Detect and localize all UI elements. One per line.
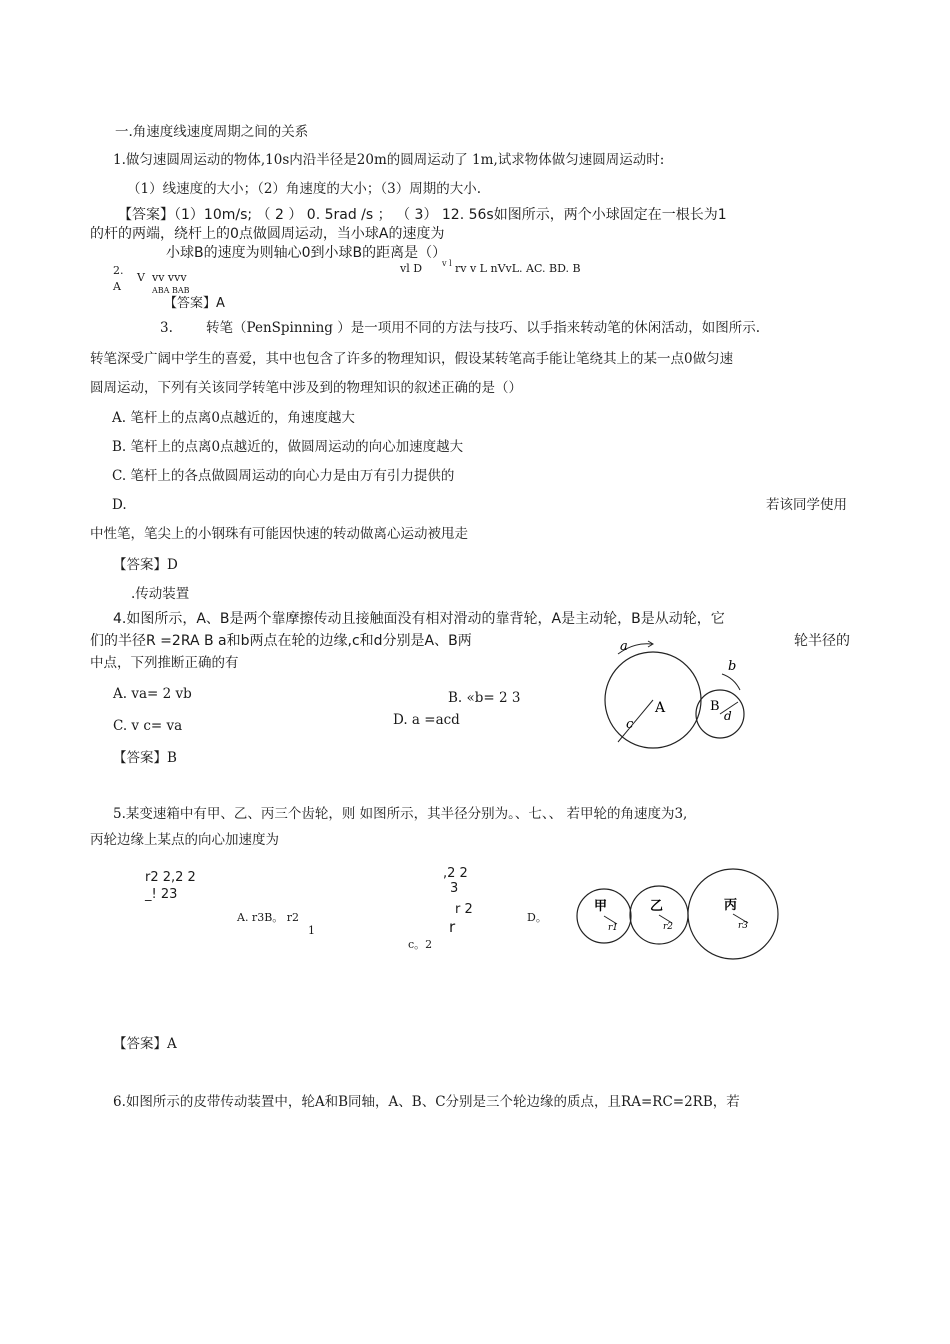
q2-options-sup: v l xyxy=(442,259,452,268)
label-wheel-b: B xyxy=(710,699,720,714)
q5-frag-8: c。2 xyxy=(408,938,433,951)
q3-number: 3. xyxy=(160,320,173,336)
q1-parts: （1）线速度的大小；（2）角速度的大小；（3）周期的大小. xyxy=(127,181,482,197)
radius-r2-label: r2 xyxy=(663,922,674,932)
q5-frag-9: D。 xyxy=(527,911,547,924)
q1-stem: 1.做匀速圆周运动的物体,10s内沿半径是20m的圆周运动了 1m,试求物体做匀速圆周运动时: xyxy=(113,152,665,168)
section-title-2: .传动装置 xyxy=(131,586,190,602)
q5-line2: 丙轮边缘上某点的向心加速度为 xyxy=(90,832,279,848)
q4-option-d: D. a =acd xyxy=(393,712,460,728)
q6-line1: 6.如图所示的皮带传动装置中，轮A和B同轴，A、B、C分别是三个轮边缘的质点，且RA=RC=2RB，若 xyxy=(113,1094,740,1110)
radius-r3-label: r3 xyxy=(738,921,749,931)
q4-line2-right: 轮半径的 xyxy=(794,633,850,649)
q2-options-right: vl D xyxy=(400,262,423,275)
q4-option-a: A. va= 2 vb xyxy=(113,686,192,702)
q5-answer: 【答案】A xyxy=(113,1036,177,1052)
q2-formula-vv: vv vvv xyxy=(152,271,187,284)
rotation-arrow-b-icon xyxy=(722,674,740,690)
q1-answer-line1: 【答案】（1）10m/s; （ 2 ） 0. 5rad /s ； （ 3） 12. 56s如图所示，两个小球固定在一根长为1 xyxy=(118,207,727,223)
q5-line1: 5.某变速箱中有甲、乙、丙三个齿轮，则 如图所示，其半径分别为。、七、、 若甲轮的角速度为3, xyxy=(113,806,688,822)
q2-number: 2. xyxy=(113,264,124,277)
radius-r1-label: r1 xyxy=(608,923,619,933)
q3-option-c: C. 笔杆上的各点做圆周运动的向心力是由万有引力提供的 xyxy=(112,468,455,484)
q3-line2: 转笔深受广阔中学生的喜爱，其中也包含了许多的物理知识，假设某转笔高手能让笔绕其上的某一点0做匀速 xyxy=(90,351,734,367)
q5-frag-7: r xyxy=(449,918,456,936)
label-point-d: d xyxy=(724,709,732,723)
q4-option-c: C. v c= va xyxy=(113,718,183,734)
q5-frag-3: A. r3B。 r2 xyxy=(237,911,300,924)
q3-option-a: A. 笔杆上的点离0点越近的，角速度越大 xyxy=(112,410,355,426)
gear-bing-label: 丙 xyxy=(724,898,738,913)
q3-answer: 【答案】D xyxy=(113,557,178,573)
q1-answer-line3: 小球B的速度为则轴心0到小球B的距离是（） xyxy=(166,245,447,261)
section-title-1: 一.角速度线速度周期之间的关系 xyxy=(115,124,309,140)
q4-line3: 中点，下列推断正确的有 xyxy=(90,655,239,671)
q5-frag-5: 3 xyxy=(450,881,459,896)
label-point-a: a xyxy=(620,639,628,654)
q5-frag-4: ,2 2 xyxy=(443,866,468,881)
q2-answer: 【答案】A xyxy=(164,296,225,311)
q1-answer-line2: 的杆的两端，绕杆上的0点做圆周运动，当小球A的速度为 xyxy=(90,226,445,242)
q2-formula-sub: ABA BAB xyxy=(152,286,190,295)
q4-line1: 4.如图所示，A、B是两个靠摩擦传动且接触面没有相对滑动的靠背轮，A是主动轮，B是从动轮，它 xyxy=(113,611,725,627)
q3-line3: 圆周运动，下列有关该同学转笔中涉及到的物理知识的叙述正确的是（） xyxy=(90,380,522,396)
gears-diagram xyxy=(570,868,790,960)
gear-jia-label: 甲 xyxy=(594,899,608,914)
q3-option-d-label: D. xyxy=(112,497,127,513)
gear-yi-label: 乙 xyxy=(650,899,664,914)
q5-frag-3b: 1 xyxy=(308,924,315,937)
friction-wheels-diagram xyxy=(598,630,758,775)
label-point-b: b xyxy=(728,659,737,674)
q5-frag-6: r 2 xyxy=(455,902,473,917)
label-wheel-a: A xyxy=(655,700,666,716)
q3-option-d-right: 若该同学使用 xyxy=(766,497,847,513)
q2-letter-a: A xyxy=(113,280,121,293)
q5-frag-2: _! 23 xyxy=(145,887,178,902)
q3-line1: 转笔（PenSpinning ）是一项用不同的方法与技巧、以手指来转动笔的休闲活动，如图所示. xyxy=(206,320,760,336)
q4-line2: 们的半径R =2RA B a和b两点在轮的边缘,c和d分别是A、B两 xyxy=(90,633,472,649)
q3-option-b: B. 笔杆上的点离0点越近的，做圆周运动的向心加速度越大 xyxy=(112,439,464,455)
q3-option-d-continued: 中性笔，笔尖上的小钢珠有可能因快速的转动做离心运动被甩走 xyxy=(90,526,468,542)
q5-frag-1: r2 2,2 2 xyxy=(145,870,196,885)
q4-answer: 【答案】B xyxy=(113,750,177,766)
q2-formula-v: V xyxy=(137,271,145,284)
label-point-c: c xyxy=(626,717,634,732)
q2-options-tail: rv v L nVvL. AC. BD. B xyxy=(455,262,581,275)
radius-line-a xyxy=(618,700,653,742)
q4-option-b: B. «b= 2 3 xyxy=(448,690,521,706)
